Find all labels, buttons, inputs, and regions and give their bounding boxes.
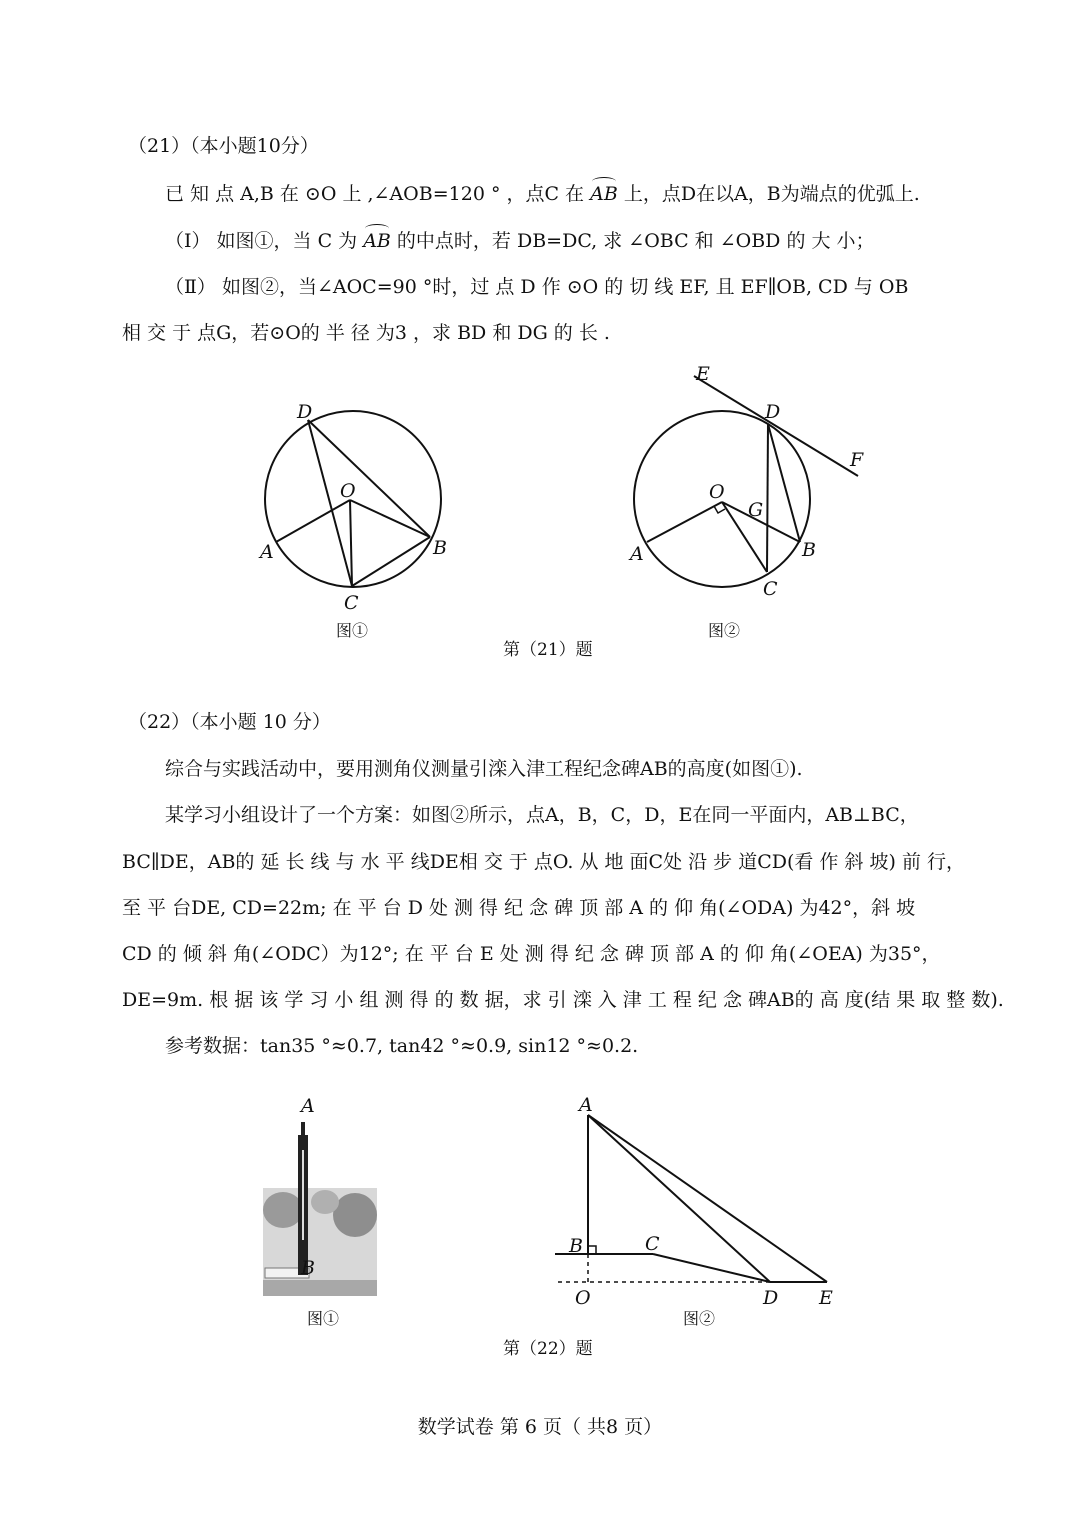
segment-oc	[350, 500, 352, 586]
label-e: E	[696, 363, 710, 385]
q22-line2: 某学习小组设计了一个方案：如图②所示，点A，B，C，D，E在同一平面内，AB⊥BC，	[165, 804, 919, 826]
label-b: B	[433, 537, 447, 559]
label-c: C	[344, 592, 359, 614]
tangent-ef	[694, 376, 858, 476]
label-g: G	[748, 499, 764, 521]
label-b: B	[301, 1257, 315, 1279]
q22-line1: 综合与实践活动中，要用测角仪测量引滦入津工程纪念碑AB的高度(如图①).	[165, 758, 803, 780]
page-footer: 数学试卷 第 6 页（ 共8 页）	[417, 1416, 663, 1438]
q22-heading: （22）（本小题 10 分）	[128, 711, 331, 733]
q21-caption: 第（21）题	[503, 640, 593, 660]
segment-ae	[588, 1115, 827, 1282]
label-d: D	[763, 1287, 779, 1309]
arc-ab-symbol: AB	[363, 230, 391, 252]
q21-part2-line2: 相 交 于 点G，若⊙O的 半 径 为3 ，求 BD 和 DG 的 长 .	[122, 322, 610, 344]
label-a: A	[630, 543, 644, 565]
label-c: C	[645, 1233, 660, 1255]
q21-part1-text-b: 的中点时，若 DB=DC, 求 ∠OBC 和 ∠OBD 的 大 小；	[390, 230, 875, 252]
q21-fig1-caption: 图①	[336, 621, 369, 640]
q22-line5: CD 的 倾 斜 角(∠ODC）为12°; 在 平 台 E 处 测 得 纪 念 碑 顶 部 A 的 仰 角(∠OEA) 为35°，	[122, 943, 941, 965]
monument-top	[301, 1122, 305, 1136]
label-a: A	[301, 1095, 315, 1117]
q22-figure-2	[555, 1090, 855, 1340]
segment-db	[768, 424, 800, 542]
segment-ad	[588, 1115, 770, 1282]
q21-intro-text-b: 上，点D在以A，B为端点的优弧上.	[617, 183, 920, 205]
label-b: B	[569, 1235, 583, 1257]
label-d: D	[765, 401, 781, 423]
q22-figure-1-photo	[255, 1090, 385, 1340]
q21-figure-1	[240, 390, 470, 650]
q21-part1-text-a: （Ⅰ） 如图①，当 C 为	[165, 230, 364, 252]
q21-part1	[165, 228, 875, 254]
q22-line6: DE=9m. 根 据 该 学 习 小 组 测 得 的 数 据，求 引 滦 入 津 工 程 纪 念 碑AB的 高 度(结 果 取 整 数).	[122, 989, 1004, 1011]
q21-fig2-caption: 图②	[708, 621, 741, 640]
q22-reference-data: 参考数据：tan35 °≈0.7, tan42 °≈0.9, sin12 °≈0.2.	[165, 1035, 639, 1057]
q22-fig1-caption: 图①	[307, 1309, 340, 1328]
segment-db	[308, 420, 430, 537]
label-c: C	[763, 578, 778, 600]
label-d: D	[297, 401, 313, 423]
tree-right	[333, 1193, 377, 1237]
label-a: A	[579, 1094, 593, 1116]
q21-intro-text-a: 已 知 点 A,B 在 ⊙O 上 ,∠AOB=120 ° ，点C 在	[165, 183, 591, 205]
arc-ab-symbol: AB	[590, 183, 618, 205]
label-o: O	[575, 1287, 591, 1309]
segment-ob	[350, 500, 430, 537]
q21-figure-2	[610, 360, 880, 650]
segment-dc	[767, 424, 768, 572]
label-e: E	[819, 1287, 833, 1309]
label-o: O	[340, 480, 356, 502]
q21-part2-line1: （Ⅱ） 如图②，当∠AOC=90 °时，过 点 D 作 ⊙O 的 切 线 EF, 且 EF∥OB, CD 与 OB	[165, 276, 909, 298]
label-a: A	[260, 541, 274, 563]
right-angle-mark	[714, 506, 725, 513]
q21-intro	[165, 181, 920, 207]
q22-caption: 第（22）题	[503, 1339, 593, 1359]
segment-cd	[653, 1254, 770, 1282]
label-b: B	[802, 539, 816, 561]
monument-inscription	[302, 1150, 304, 1240]
q21-heading: （21）（本小题10分）	[128, 135, 319, 157]
tree-left	[263, 1192, 303, 1228]
ground	[263, 1280, 377, 1296]
tree-middle	[311, 1190, 339, 1214]
label-f: F	[850, 449, 864, 471]
right-angle-mark	[588, 1246, 596, 1254]
q22-line4: 至 平 台DE, CD=22m; 在 平 台 D 处 测 得 纪 念 碑 顶 部 A 的 仰 角(∠ODA) 为42°，斜 坡	[122, 897, 916, 919]
label-o: O	[709, 481, 725, 503]
q22-fig2-caption: 图②	[683, 1309, 716, 1328]
segment-oa	[647, 502, 722, 542]
q22-line3: BC∥DE，AB的 延 长 线 与 水 平 线DE相 交 于 点O. 从 地 面C处 沿 步 道CD(看 作 斜 坡) 前 行，	[122, 851, 965, 873]
